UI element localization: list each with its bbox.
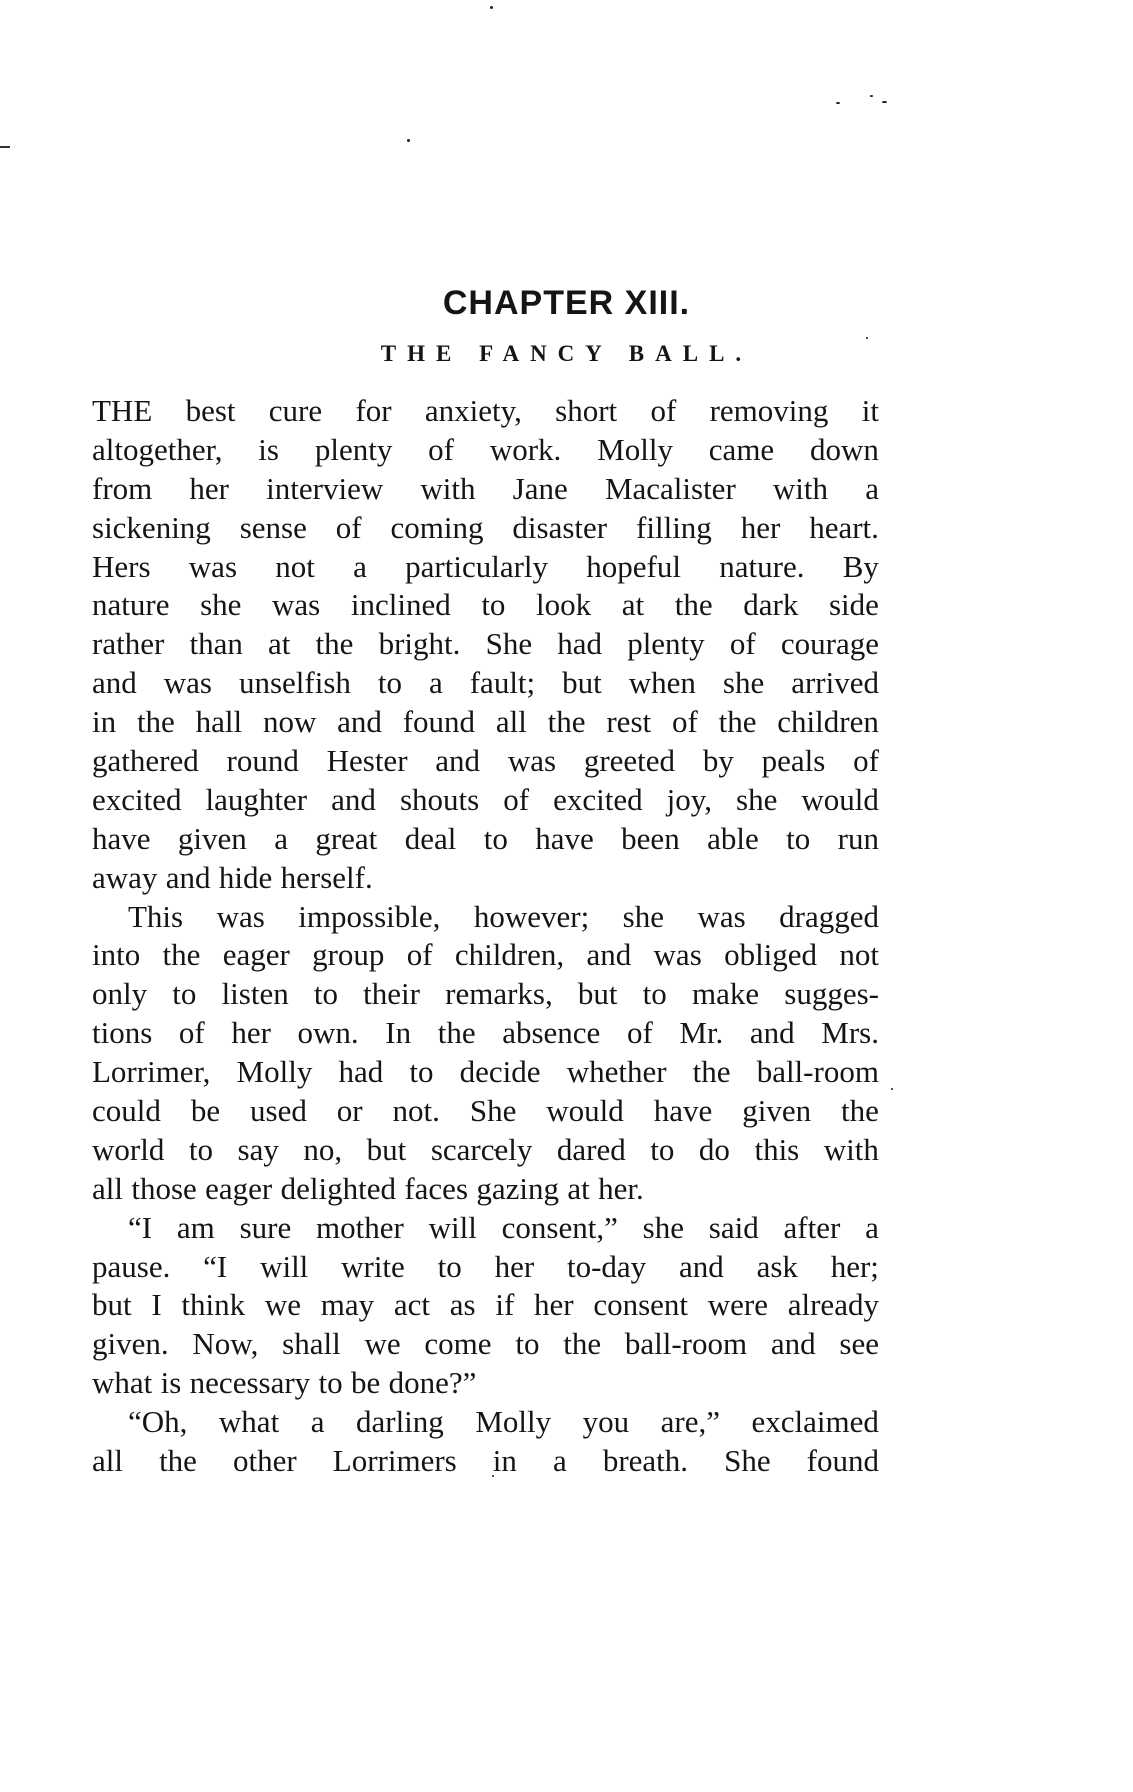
text-line: from her interview with Jane Macalister with a [92,470,879,506]
text-line: could be used or not. She would have given the [92,1093,879,1129]
chapter-subtitle: THE FANCY BALL. [380,341,753,366]
text-line: nature she was inclined to look at the dark side [92,587,879,623]
text-line: Lorrimer, Molly had to decide whether the ball-room [92,1054,879,1090]
scan-speck [866,337,868,339]
text-line: only to listen to their remarks, but to make sugges- [92,976,879,1012]
text-line: in the hall now and found all the rest of the children [92,704,879,740]
text-line: all those eager delighted faces gazing at her. [92,1170,644,1206]
text-line: THE best cure for anxiety, short of removing it [92,393,879,428]
text-line: world to say no, but scarcely dared to do this with [92,1131,879,1167]
text-line: pause. “I will write to her to-day and ask her; [92,1248,879,1284]
text-line: away and hide herself. [92,859,373,895]
scan-speck [882,101,887,103]
body-text [92,392,879,1481]
text-line: all the other Lorrimers in a breath. She found [92,1443,879,1479]
text-line: “Oh, what a darling Molly you are,” exclaimed [128,1404,879,1440]
scan-speck [407,139,410,142]
scan-speck [836,102,840,104]
text-line: have given a great deal to have been able to run [92,820,879,856]
text-line: altogether, is plenty of work. Molly came down [92,431,879,467]
text-line: but I think we may act as if her consent were already [92,1287,879,1323]
text-line: into the eager group of children, and was obliged not [92,937,879,973]
text-line: rather than at the bright. She had plenty of courage [92,626,879,662]
text-line: excited laughter and shouts of excited joy, she would [92,781,879,817]
text-line: gathered round Hester and was greeted by peals of [92,743,879,779]
text-line: This was impossible, however; she was dragged [128,898,879,934]
text-line: Hers was not a particularly hopeful nature. By [92,548,879,584]
text-line: tions of her own. In the absence of Mr. and Mrs. [92,1015,879,1051]
text-line: “I am sure mother will consent,” she said after a [128,1209,879,1245]
text-line: and was unselfish to a fault; but when she arrived [92,665,879,701]
text-line: what is necessary to be done?” [92,1365,477,1401]
scan-speck [870,95,873,97]
text-line: given. Now, shall we come to the ball-room and see [92,1326,879,1362]
scan-dash [0,146,10,148]
text-line: sickening sense of coming disaster filling her heart. [92,509,879,545]
scan-speck [891,1088,893,1090]
chapter-heading: CHAPTER XIII. [442,284,691,322]
scan-speck [490,6,493,9]
